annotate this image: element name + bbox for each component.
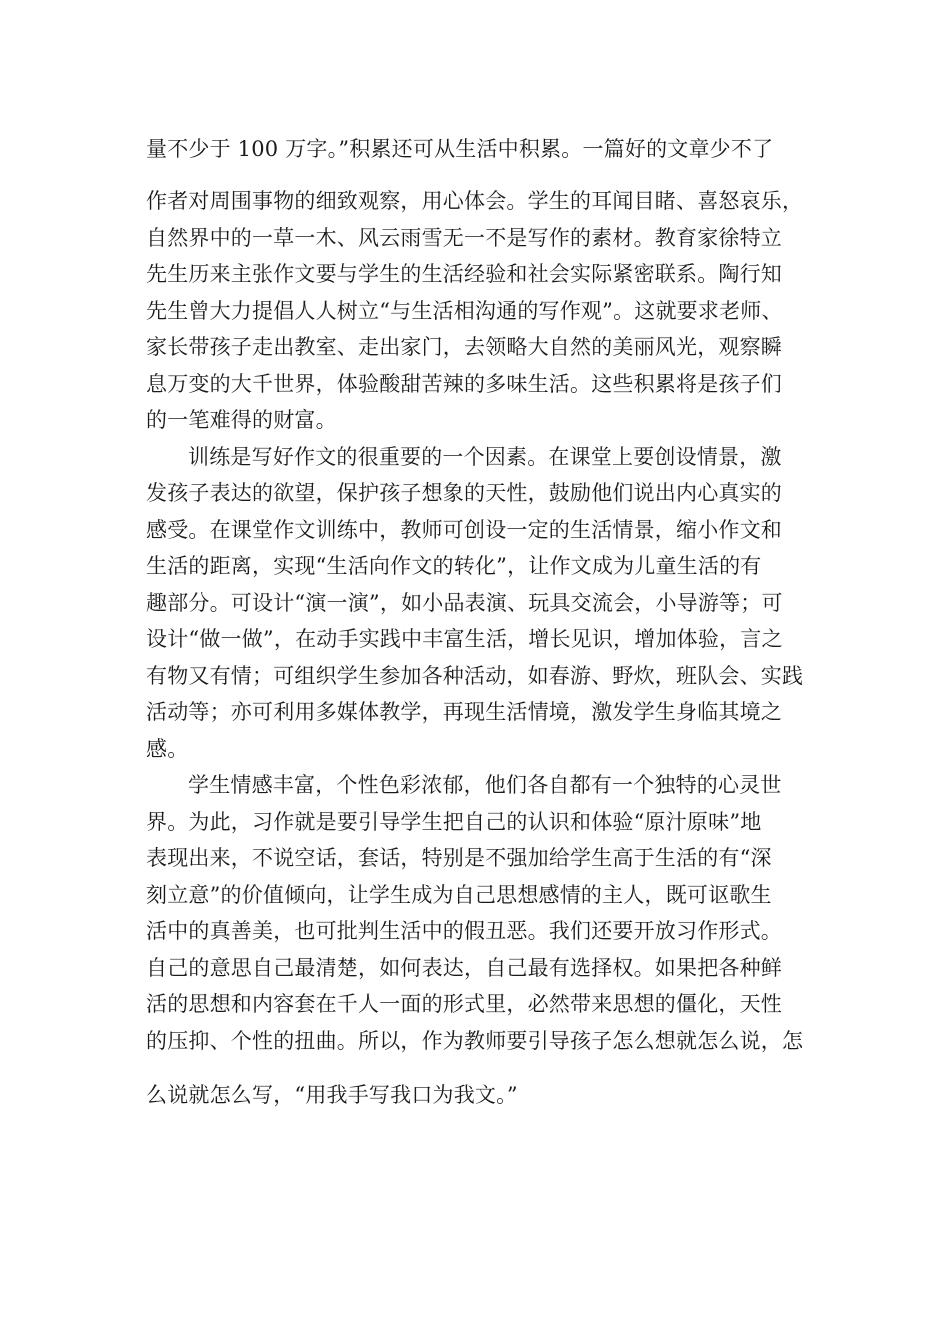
text-line: 么说就怎么写，“用我手写我口为我文。”: [146, 1083, 518, 1107]
text-line: 作者对周围事物的细致观察，用心体会。学生的耳闻目睹、喜怒哀乐，: [146, 189, 804, 213]
paragraph-start-line: 训练是写好作文的很重要的一个因素。在课堂上要创设情景，激: [188, 445, 782, 469]
text-line: 设计“做一做”，在动手实践中丰富生活，增长见识，增加体验，言之: [146, 627, 783, 651]
text-line: 界。为此，习作就是要引导学生把自己的认识和体验“原汁原味”地: [146, 810, 762, 834]
text-line: 家长带孩子走出教室、走出家门，去领略大自然的美丽风光，观察瞬: [146, 335, 782, 359]
text-line: 的一笔难得的财富。: [146, 408, 337, 432]
text-line: 活动等；亦可利用多媒体教学，再现生活情境，激发学生身临其境之: [146, 700, 782, 724]
text-line: 有物又有情；可组织学生参加各种活动，如春游、野炊，班队会、实践: [146, 664, 804, 688]
text-line: 自己的意思自己最清楚，如何表达，自己最有选择权。如果把各种鲜: [146, 956, 782, 980]
text-line: 感。: [146, 737, 189, 761]
text-line: 发孩子表达的欲望，保护孩子想象的天性，鼓励他们说出内心真实的: [146, 481, 782, 505]
text-line: 先生曾大力提倡人人树立“与生活相沟通的写作观”。这就要求老师、: [146, 299, 783, 323]
text-line: 活中的真善美，也可批判生活中的假丑恶。我们还要开放习作形式。: [146, 919, 782, 943]
text-line: 刻立意”的价值倾向，让学生成为自己思想感情的主人，既可讴歌生: [146, 883, 772, 907]
text-line: 趣部分。可设计“演一演”，如小品表演、玩具交流会，小导游等；可: [146, 591, 783, 615]
text-line: 先生历来主张作文要与学生的生活经验和社会实际紧密联系。陶行知: [146, 262, 782, 286]
text-line: 的压抑、个性的扭曲。所以，作为教师要引导孩子怎么想就怎么说，怎: [146, 1029, 804, 1053]
text-line: 感受。在课堂作文训练中，教师可创设一定的生活情景，缩小作文和: [146, 518, 782, 542]
text-line: 活的思想和内容套在千人一面的形式里，必然带来思想的僵化，天性: [146, 992, 782, 1016]
text-line: 生活的距离，实现“生活向作文的转化”，让作文成为儿童生活的有: [146, 554, 762, 578]
text-line: 自然界中的一草一木、风云雨雪无一不是写作的素材。教育家徐特立: [146, 226, 782, 250]
text-line: 息万变的大千世界，体验酸甜苦辣的多味生活。这些积累将是孩子们: [146, 372, 782, 396]
text-line: 量不少于 100 万字。”积累还可从生活中积累。一篇好的文章少不了: [146, 137, 774, 161]
paragraph-start-line: 学生情感丰富，个性色彩浓郁，他们各自都有一个独特的心灵世: [188, 773, 782, 797]
text-line: 表现出来，不说空话，套话，特别是不强加给学生高于生活的有“深: [146, 846, 772, 870]
